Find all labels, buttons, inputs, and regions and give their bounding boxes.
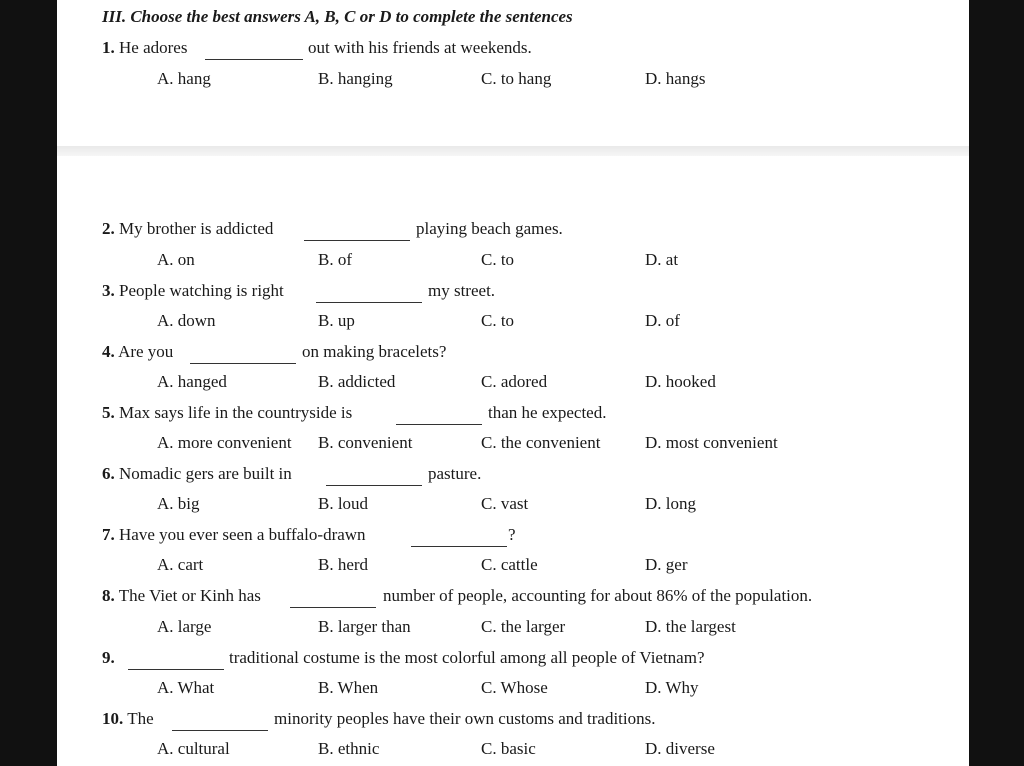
option-b: B. up [318, 311, 355, 330]
question-continuation: ? [508, 525, 516, 544]
option-b: B. larger than [318, 617, 411, 636]
option-b: B. addicted [318, 372, 396, 391]
question-stem: 3. People watching is right [102, 281, 284, 300]
answer-blank [396, 411, 482, 425]
option-c: C. to hang [481, 69, 552, 88]
option-c: C. the larger [481, 617, 566, 636]
answer-blank [304, 227, 410, 241]
option-b: B. herd [318, 555, 369, 574]
option-a: A. What [157, 678, 215, 697]
option-d: D. Why [645, 678, 699, 697]
option-a: A. cultural [157, 739, 230, 758]
question-stem: 7. Have you ever seen a buffalo-drawn [102, 525, 366, 544]
question-stem: 2. My brother is addicted [102, 219, 274, 238]
answer-blank [290, 594, 376, 608]
option-d: D. long [645, 494, 696, 513]
option-b: B. ethnic [318, 739, 380, 758]
option-a: A. large [157, 617, 212, 636]
question-stem: 6. Nomadic gers are built in [102, 464, 292, 483]
option-d: D. at [645, 250, 679, 269]
question-continuation: traditional costume is the most colorful among all people of Vietnam? [229, 648, 705, 667]
option-b: B. When [318, 678, 379, 697]
answer-blank [316, 289, 422, 303]
question-continuation: playing beach games. [416, 219, 563, 238]
option-a: A. cart [157, 555, 204, 574]
option-d: D. hangs [645, 69, 706, 88]
option-c: C. adored [481, 372, 548, 391]
option-d: D. most convenient [645, 433, 778, 452]
answer-blank [205, 46, 303, 60]
option-d: D. hooked [645, 372, 716, 391]
question-continuation: my street. [428, 281, 496, 300]
section-title: III. Choose the best answers A, B, C or D to complete the sentences [102, 7, 573, 26]
question-continuation: on making bracelets? [302, 342, 447, 361]
answer-blank [172, 717, 268, 731]
option-c: C. basic [481, 739, 536, 758]
option-d: D. ger [645, 555, 688, 574]
answer-blank [326, 472, 422, 486]
option-d: D. of [645, 311, 680, 330]
question-continuation: number of people, accounting for about 86% of the population. [383, 586, 813, 605]
option-c: C. to [481, 250, 515, 269]
answer-blank [128, 656, 224, 670]
question-stem: 4. Are you [102, 342, 174, 361]
option-b: B. convenient [318, 433, 413, 452]
option-a: A. down [157, 311, 216, 330]
option-b: B. hanging [318, 69, 393, 88]
option-c: C. Whose [481, 678, 548, 697]
answer-blank [190, 350, 296, 364]
question-stem: 8. The Viet or Kinh has [102, 586, 261, 605]
option-a: A. more convenient [157, 433, 292, 452]
question-stem: 9. [102, 648, 115, 667]
worksheet-page-bottom [57, 156, 969, 766]
option-a: A. on [157, 250, 195, 269]
option-c: C. vast [481, 494, 529, 513]
question-stem: 10. The [102, 709, 154, 728]
question-stem: 5. Max says life in the countryside is [102, 403, 353, 422]
option-c: C. to [481, 311, 515, 330]
answer-blank [411, 533, 507, 547]
question-continuation: minority peoples have their own customs and traditions. [274, 709, 656, 728]
question-continuation: out with his friends at weekends. [308, 38, 532, 57]
option-b: B. loud [318, 494, 369, 513]
question-stem: 1. He adores [102, 38, 188, 57]
option-d: D. the largest [645, 617, 736, 636]
page-break [57, 146, 969, 156]
option-d: D. diverse [645, 739, 715, 758]
option-c: C. cattle [481, 555, 538, 574]
question-continuation: pasture. [428, 464, 482, 483]
question-continuation: than he expected. [488, 403, 607, 422]
option-c: C. the convenient [481, 433, 601, 452]
option-a: A. hang [157, 69, 211, 88]
option-a: A. big [157, 494, 200, 513]
option-a: A. hanged [157, 372, 227, 391]
option-b: B. of [318, 250, 352, 269]
